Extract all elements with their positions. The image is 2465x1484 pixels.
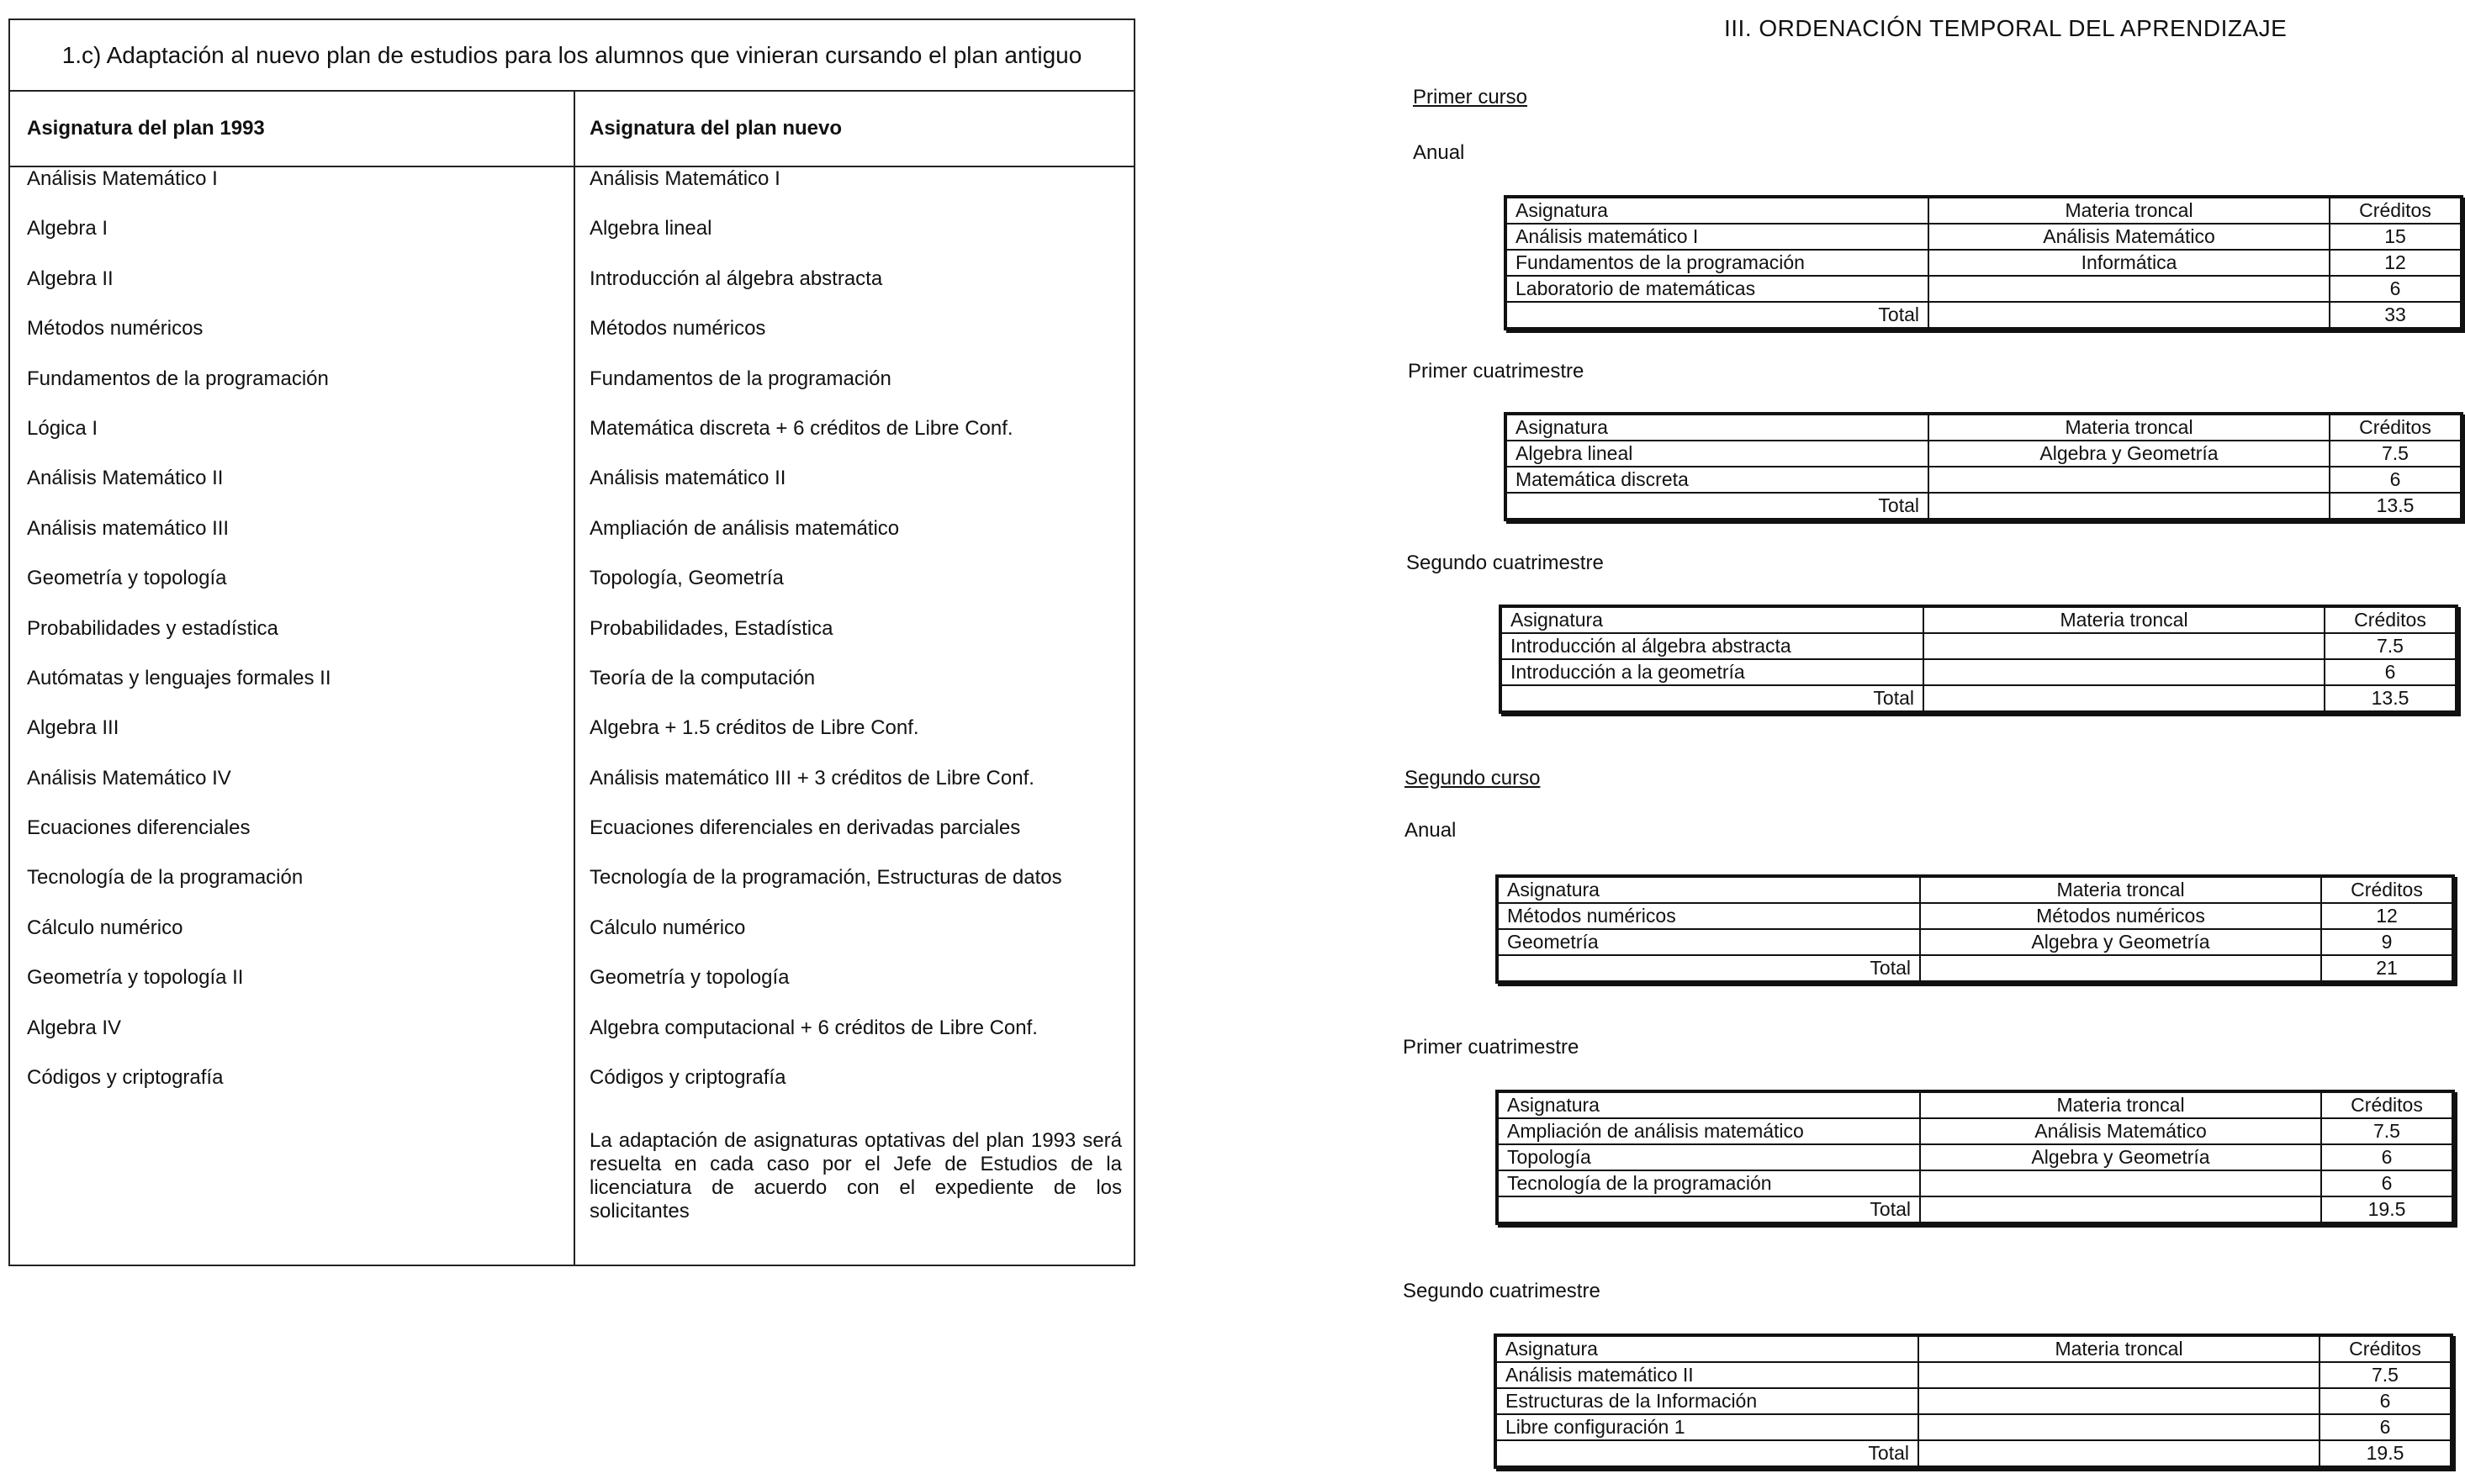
materia-cell xyxy=(1920,1170,2321,1196)
new-subject: Algebra computacional + 6 créditos de Libre Conf. xyxy=(589,1016,1038,1039)
subject-cell: Introducción a la geometría xyxy=(1500,659,1923,685)
total-label: Total xyxy=(1500,685,1923,712)
old-subject: Ecuaciones diferenciales xyxy=(27,816,251,840)
table-row xyxy=(1505,250,2462,276)
adaptation-header-row xyxy=(10,92,1134,167)
header-creditos: Créditos xyxy=(2330,197,2462,224)
materia-cell xyxy=(1918,1388,2320,1414)
header-asignatura: Asignatura xyxy=(1497,876,1920,903)
table-row xyxy=(1497,1170,2453,1196)
adaptation-row xyxy=(10,467,1134,516)
table-row xyxy=(1497,929,2453,955)
new-subject: Introducción al álgebra abstracta xyxy=(589,267,883,290)
adaptation-row xyxy=(10,667,1134,716)
total-label: Total xyxy=(1497,955,1920,982)
new-subject: Ecuaciones diferenciales en derivadas parciales xyxy=(589,816,1021,840)
new-subject: Códigos y criptografía xyxy=(589,1066,786,1090)
credits-cell: 12 xyxy=(2321,903,2453,929)
old-subject: Análisis Matemático II xyxy=(27,467,224,490)
schedule-section xyxy=(1379,0,2465,1484)
adaptation-row xyxy=(10,916,1134,966)
total-row xyxy=(1495,1440,2452,1467)
credits-cell: 6 xyxy=(2330,467,2462,493)
new-subject: Cálculo numérico xyxy=(589,916,746,939)
total-row xyxy=(1497,1196,2453,1223)
table-row xyxy=(1495,1388,2452,1414)
credits-table xyxy=(1504,195,2463,330)
table-row xyxy=(1505,467,2462,493)
subject-cell: Libre configuración 1 xyxy=(1495,1414,1918,1440)
new-subject: Tecnología de la programación, Estructuras de datos xyxy=(589,866,1062,890)
adaptation-title-cell xyxy=(10,20,1134,92)
header-materia-troncal: Materia troncal xyxy=(1928,197,2330,224)
period-label: Segundo cuatrimestre xyxy=(1406,552,1604,574)
period-label: Segundo cuatrimestre xyxy=(1403,1280,1600,1302)
total-row xyxy=(1505,493,2462,520)
table-row xyxy=(1497,903,2453,929)
new-subject: Topología, Geometría xyxy=(589,567,784,590)
period-label: Primer cuatrimestre xyxy=(1403,1036,1579,1059)
course-label: Segundo curso xyxy=(1404,767,1541,790)
table-row xyxy=(1495,1414,2452,1440)
header-creditos: Créditos xyxy=(2325,606,2457,633)
credits-cell: 6 xyxy=(2321,1170,2453,1196)
adaptation-row xyxy=(10,167,1134,217)
materia-cell: Algebra y Geometría xyxy=(1928,441,2330,467)
table-row xyxy=(1500,633,2457,659)
credits-table xyxy=(1495,1090,2455,1225)
credits-cell: 12 xyxy=(2330,250,2462,276)
table-header-row xyxy=(1497,876,2453,903)
table-header-row xyxy=(1497,1091,2453,1118)
table-header-row xyxy=(1505,414,2462,441)
period-label: Anual xyxy=(1413,141,1465,164)
credits-cell: 6 xyxy=(2320,1414,2452,1440)
total-row xyxy=(1505,302,2462,329)
table-row xyxy=(1505,441,2462,467)
new-subject: Análisis Matemático I xyxy=(589,167,780,190)
total-empty-cell xyxy=(1928,493,2330,520)
new-subject: Teoría de la computación xyxy=(589,666,816,689)
total-empty-cell xyxy=(1918,1440,2320,1467)
total-credits: 13.5 xyxy=(2330,493,2462,520)
adaptation-row xyxy=(10,866,1134,916)
header-asignatura: Asignatura xyxy=(1505,414,1928,441)
total-label: Total xyxy=(1495,1440,1918,1467)
header-materia-troncal: Materia troncal xyxy=(1920,1091,2321,1118)
subject-cell: Estructuras de la Información xyxy=(1495,1388,1918,1414)
credits-table xyxy=(1495,874,2455,984)
new-subject: Algebra + 1.5 créditos de Libre Conf. xyxy=(589,716,919,740)
materia-cell: Informática xyxy=(1928,250,2330,276)
column-divider xyxy=(574,92,575,1265)
header-asignatura: Asignatura xyxy=(1495,1335,1918,1362)
credits-cell: 7.5 xyxy=(2321,1118,2453,1144)
header-materia-troncal: Materia troncal xyxy=(1918,1335,2320,1362)
old-subject: Fundamentos de la programación xyxy=(27,367,329,390)
total-empty-cell xyxy=(1923,685,2325,712)
credits-table xyxy=(1499,605,2458,714)
total-credits: 21 xyxy=(2321,955,2453,982)
old-subject: Algebra III xyxy=(27,716,119,740)
subject-cell: Laboratorio de matemáticas xyxy=(1505,276,1928,302)
old-subject: Algebra II xyxy=(27,267,114,290)
old-subject: Tecnología de la programación xyxy=(27,866,304,890)
adaptation-table xyxy=(8,18,1135,1266)
materia-cell: Análisis Matemático xyxy=(1920,1118,2321,1144)
adaptation-row xyxy=(10,317,1134,367)
adaptation-row xyxy=(10,417,1134,467)
old-subject: Autómatas y lenguajes formales II xyxy=(27,666,331,689)
header-materia-troncal: Materia troncal xyxy=(1920,876,2321,903)
materia-cell: Algebra y Geometría xyxy=(1920,1144,2321,1170)
header-materia-troncal: Materia troncal xyxy=(1928,414,2330,441)
materia-cell xyxy=(1928,467,2330,493)
old-subject: Probabilidades y estadística xyxy=(27,616,278,640)
table-row xyxy=(1497,1118,2453,1144)
old-subject: Lógica I xyxy=(27,416,98,440)
total-label: Total xyxy=(1505,302,1928,329)
materia-cell xyxy=(1923,659,2325,685)
course-label: Primer curso xyxy=(1413,86,1528,108)
table-header-row xyxy=(1495,1335,2452,1362)
old-subject: Análisis matemático III xyxy=(27,516,230,540)
table-row xyxy=(1497,1144,2453,1170)
adaptation-note: La adaptación de asignaturas optativas del plan 1993 será resuelta en cada caso por el Jefe de Estudios de la licenciatura de acuerdo con el expediente de los solicitantes xyxy=(589,1129,1122,1223)
table-row xyxy=(1505,224,2462,250)
subject-cell: Fundamentos de la programación xyxy=(1505,250,1928,276)
total-credits: 33 xyxy=(2330,302,2462,329)
adaptation-row xyxy=(10,966,1134,1016)
subject-cell: Matemática discreta xyxy=(1505,467,1928,493)
subject-cell: Algebra lineal xyxy=(1505,441,1928,467)
table-header-row xyxy=(1500,606,2457,633)
old-subject: Métodos numéricos xyxy=(27,317,204,341)
header-creditos: Créditos xyxy=(2321,1091,2453,1118)
credits-cell: 6 xyxy=(2330,276,2462,302)
materia-cell xyxy=(1928,276,2330,302)
period-label: Anual xyxy=(1404,819,1457,842)
subject-cell: Ampliación de análisis matemático xyxy=(1497,1118,1920,1144)
credits-cell: 6 xyxy=(2321,1144,2453,1170)
adaptation-row xyxy=(10,217,1134,267)
new-subject: Fundamentos de la programación xyxy=(589,367,891,390)
header-creditos: Créditos xyxy=(2320,1335,2452,1362)
total-credits: 19.5 xyxy=(2320,1440,2452,1467)
new-subject: Matemática discreta + 6 créditos de Libre Conf. xyxy=(589,416,1013,440)
subject-cell: Topología xyxy=(1497,1144,1920,1170)
old-subject: Geometría y topología II xyxy=(27,966,244,990)
materia-cell xyxy=(1918,1362,2320,1388)
adaptation-rows xyxy=(10,167,1134,1116)
total-row xyxy=(1500,685,2457,712)
subject-cell: Geometría xyxy=(1497,929,1920,955)
adaptation-row xyxy=(10,517,1134,567)
table-header-row xyxy=(1505,197,2462,224)
credits-cell: 15 xyxy=(2330,224,2462,250)
header-materia-troncal: Materia troncal xyxy=(1923,606,2325,633)
adaptation-row xyxy=(10,1066,1134,1116)
subject-cell: Análisis matemático II xyxy=(1495,1362,1918,1388)
credits-table xyxy=(1494,1333,2453,1469)
total-label: Total xyxy=(1505,493,1928,520)
header-asignatura: Asignatura xyxy=(1505,197,1928,224)
table-row xyxy=(1500,659,2457,685)
adaptation-row xyxy=(10,617,1134,667)
old-subject: Análisis Matemático IV xyxy=(27,766,231,790)
new-subject: Análisis matemático II xyxy=(589,467,786,490)
total-empty-cell xyxy=(1920,955,2321,982)
credits-cell: 6 xyxy=(2320,1388,2452,1414)
total-row xyxy=(1497,955,2453,982)
new-subject: Geometría y topología xyxy=(589,966,790,990)
old-subject: Algebra I xyxy=(27,217,108,240)
schedule-title: III. ORDENACIÓN TEMPORAL DEL APRENDIZAJE xyxy=(1724,15,2288,41)
new-subject: Probabilidades, Estadística xyxy=(589,616,833,640)
credits-cell: 7.5 xyxy=(2330,441,2462,467)
new-subject: Algebra lineal xyxy=(589,217,712,240)
table-row xyxy=(1505,276,2462,302)
adaptation-row xyxy=(10,367,1134,417)
old-subject: Códigos y criptografía xyxy=(27,1066,224,1090)
materia-cell: Algebra y Geometría xyxy=(1920,929,2321,955)
credits-cell: 9 xyxy=(2321,929,2453,955)
credits-cell: 7.5 xyxy=(2320,1362,2452,1388)
adaptation-row xyxy=(10,267,1134,317)
new-subject: Análisis matemático III + 3 créditos de Libre Conf. xyxy=(589,766,1034,790)
adaptation-row xyxy=(10,1017,1134,1066)
header-creditos: Créditos xyxy=(2330,414,2462,441)
adaptation-row xyxy=(10,767,1134,816)
note-empty-cell xyxy=(10,1129,573,1223)
materia-cell xyxy=(1918,1414,2320,1440)
adaptation-title: 1.c) Adaptación al nuevo plan de estudios para los alumnos que vinieran cursando el plan antiguo xyxy=(61,41,1082,68)
adaptation-note-row xyxy=(10,1116,1134,1223)
total-empty-cell xyxy=(1920,1196,2321,1223)
header-creditos: Créditos xyxy=(2321,876,2453,903)
header-old-plan: Asignatura del plan 1993 xyxy=(27,117,265,140)
materia-cell: Análisis Matemático xyxy=(1928,224,2330,250)
header-new-plan: Asignatura del plan nuevo xyxy=(589,117,843,140)
credits-table xyxy=(1504,412,2463,521)
new-subject: Ampliación de análisis matemático xyxy=(589,516,900,540)
total-label: Total xyxy=(1497,1196,1920,1223)
credits-cell: 7.5 xyxy=(2325,633,2457,659)
credits-cell: 6 xyxy=(2325,659,2457,685)
total-credits: 19.5 xyxy=(2321,1196,2453,1223)
period-label: Primer cuatrimestre xyxy=(1408,360,1584,383)
subject-cell: Métodos numéricos xyxy=(1497,903,1920,929)
subject-cell: Tecnología de la programación xyxy=(1497,1170,1920,1196)
old-subject: Análisis Matemático I xyxy=(27,167,218,190)
adaptation-row xyxy=(10,567,1134,616)
header-asignatura: Asignatura xyxy=(1497,1091,1920,1118)
old-subject: Cálculo numérico xyxy=(27,916,183,939)
table-row xyxy=(1495,1362,2452,1388)
new-subject: Métodos numéricos xyxy=(589,317,766,341)
old-subject: Geometría y topología xyxy=(27,567,227,590)
subject-cell: Análisis matemático I xyxy=(1505,224,1928,250)
total-credits: 13.5 xyxy=(2325,685,2457,712)
materia-cell xyxy=(1923,633,2325,659)
adaptation-row xyxy=(10,716,1134,766)
old-subject: Algebra IV xyxy=(27,1016,122,1039)
adaptation-row xyxy=(10,816,1134,866)
header-asignatura: Asignatura xyxy=(1500,606,1923,633)
subject-cell: Introducción al álgebra abstracta xyxy=(1500,633,1923,659)
materia-cell: Métodos numéricos xyxy=(1920,903,2321,929)
total-empty-cell xyxy=(1928,302,2330,329)
